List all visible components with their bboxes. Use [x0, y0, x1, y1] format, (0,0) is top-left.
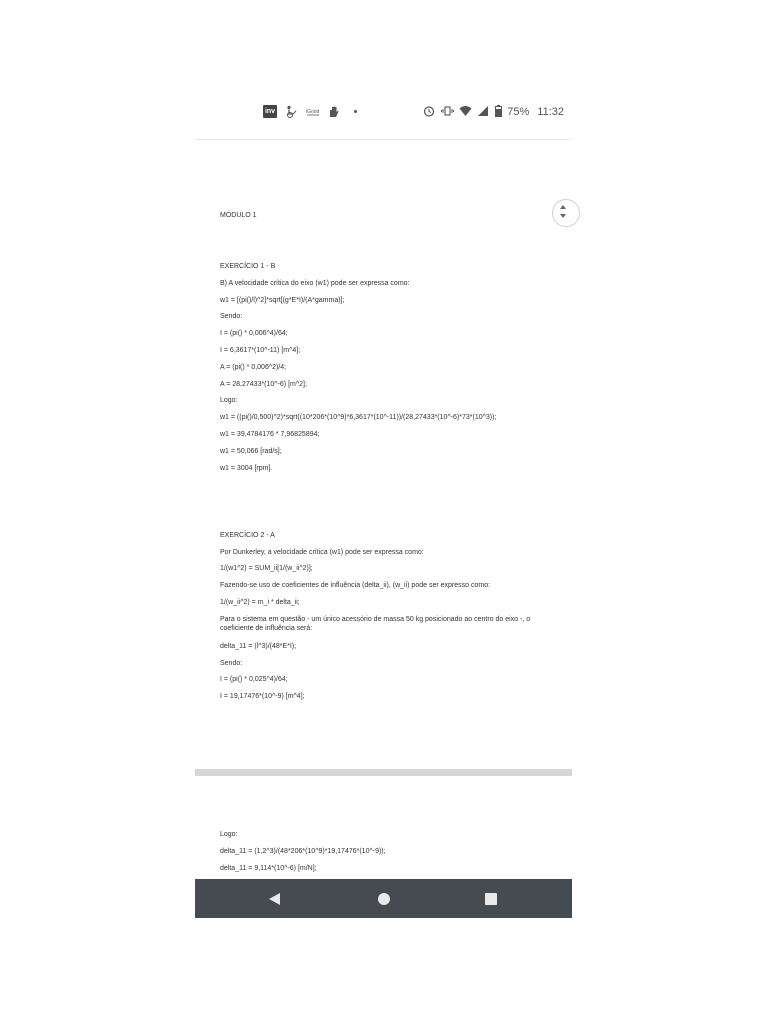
- scroll-toggle-button[interactable]: [552, 199, 580, 227]
- status-bar-notifications: [263, 105, 357, 118]
- ex2-line: delta_11 = (l^3)/(48*E*I);: [220, 643, 297, 650]
- ex1-line: Sendo:: [220, 313, 243, 320]
- status-bar-divider: [195, 139, 572, 140]
- svg-text:iGood: iGood: [306, 109, 320, 115]
- home-icon[interactable]: [378, 893, 390, 905]
- ex1-line: w1 = 39,4784176 * 7,96825894;: [220, 431, 320, 438]
- recent-apps-icon[interactable]: [485, 893, 497, 905]
- ex1-line: I = 6,3617*(10^-11) [m^4];: [220, 347, 301, 354]
- back-icon[interactable]: [269, 893, 280, 905]
- phone-screen: [195, 98, 572, 918]
- page-separator: [195, 769, 572, 776]
- status-bar: [195, 98, 572, 128]
- inv-app-icon: inv: [263, 105, 277, 118]
- chevron-down-icon: [560, 214, 566, 218]
- ex1-line: A = 28,27433*(10^-6) [m^2];: [220, 381, 307, 388]
- ex2-line: Sendo:: [220, 660, 243, 667]
- battery-percentage: 75%: [507, 105, 530, 118]
- ex1-line: A = (pi() * 0,006^2)/4;: [220, 364, 287, 371]
- ex2-line: I = 19,17476*(10^-9) [m^4];: [220, 693, 305, 700]
- ex1-line: I = (pi() * 0,006^4)/64;: [220, 330, 288, 337]
- accessibility-icon: [285, 105, 298, 118]
- exercise-1-title: EXERCÍCIO 1 - B: [220, 263, 276, 270]
- status-bar-system: [423, 105, 564, 118]
- ex1-line: w1 = 3004 [rpm].: [220, 465, 273, 472]
- ex2-line: I = (pi() * 0,025^4)/64;: [220, 676, 288, 683]
- ex2-line: 1/(w1^2) = SUM_ii[1/(w_ii^2)];: [220, 565, 313, 572]
- ex2-line: Por Dunkerley, a velocidade crítica (w1) pode ser expressa como:: [220, 549, 424, 556]
- ex2-line: Para o sistema em questão - um único acessório de massa 50 kg posicionado ao centro do eixo -, o coeficiente de influência será:: [220, 616, 531, 632]
- ex1-line: B) A velocidade crítica do eixo (w1) pode ser expressa como:: [220, 280, 410, 287]
- ex2-line: Fazendo-se uso de coeficientes de influência (delta_ii), (w_ii) pode ser expresso como:: [220, 582, 491, 589]
- alarm-icon: [423, 105, 436, 118]
- page2-line: delta_11 = 9,114*(10^-6) [m/N];: [220, 865, 317, 872]
- ex1-line: Logo:: [220, 397, 238, 404]
- ex1-line: w1 = [(pi()/l)^2]*sqrt[(g*E*I)/(A*gamma)];: [220, 297, 345, 304]
- ex2-line: 1/(w_ii^2) = m_i * delta_ii;: [220, 599, 300, 606]
- battery-icon: [495, 105, 502, 118]
- module-title: MÓDULO 1: [220, 212, 257, 219]
- page2-line: delta_11 = (1,2^3)/(48*206*(10^9)*19,17476*(10^-9));: [220, 848, 386, 855]
- navigation-bar: [195, 879, 572, 918]
- ex1-line: w1 = ((pi()/0,500)^2)*sqrt((10*206*(10^9)*6,3617*(10^-11))/(28,27433*(10^-6)*73*(10^3));: [220, 414, 497, 421]
- vibrate-icon: [441, 105, 454, 118]
- ex1-line: w1 = 50,066 [rad/s];: [220, 448, 282, 455]
- notification-dot: [354, 110, 357, 113]
- page2-line: Logo:: [220, 831, 238, 838]
- exercise-2-title: EXERCÍCIO 2 - A: [220, 532, 275, 539]
- chevron-up-icon: [560, 205, 566, 209]
- hand-icon: [327, 105, 340, 118]
- signal-icon: [477, 105, 490, 118]
- clock: 11:32: [537, 105, 564, 118]
- app-logo-icon: [306, 105, 319, 118]
- wifi-icon: [459, 105, 472, 118]
